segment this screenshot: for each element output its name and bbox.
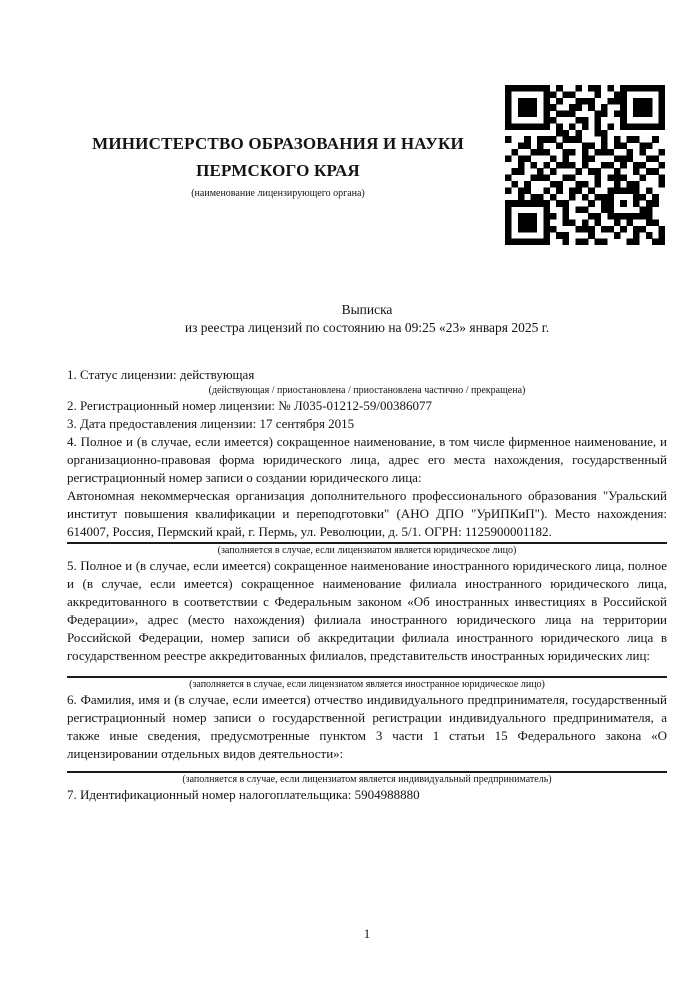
page-number: 1	[363, 926, 371, 941]
registration-number: 2. Регистрационный номер лицензии: № Л035-01212-59/00386077	[67, 398, 433, 413]
foreign-entity-caption: (заполняется в случае, если лицензиатом является иностранное юридическое лицо)	[189, 679, 545, 690]
legal-entity-value: Автономная некоммерческая организация дополнительного профессионального образования "Уральский институт повышения квалификации и переподготовки" (АНО ДПО "УрИПКиП"). Место нахождения: 614007, Россия, Пермский край, г. Пермь, ул. Революции, д. 5/1. ОГРН: 1125900001182.	[67, 488, 667, 539]
legal-entity-caption: (заполняется в случае, если лицензиатом является юридическое лицо)	[217, 545, 517, 556]
individual-entrepreneur-label: 6. Фамилия, имя и (в случае, если имеется) отчество индивидуального предпринимателя, государственный регистрационный номер записи о государственной регистрации индивидуального предпринимателя, а также иные сведения, предусмотренные пунктом 3 части 1 статьи 15 Федерального закона «О лицензировании отдельных видов деятельности»:	[67, 692, 667, 761]
legal-entity-label: 4. Полное и (в случае, если имеется) сокращенное наименование, в том числе фирменное наименование, и организационно-правовая форма юридического лица, адрес его места нахождения, государственный регистрационный номер записи о создании юридического лица:	[67, 434, 667, 485]
license-status: 1. Статус лицензии: действующая	[67, 367, 255, 382]
document-body	[67, 366, 667, 804]
individual-entrepreneur-caption: (заполняется в случае, если лицензиатом является индивидуальный предприниматель)	[182, 774, 552, 785]
foreign-entity-label: 5. Полное и (в случае, если имеется) сокращенное наименование иностранного юридического лица, полное и (в случае, если имеется) сокращенное наименование филиала иностранного юридического лица, аккредитованного в соответствии с Федеральным законом «Об иностранных инвестициях в Российской Федерации», адрес (место нахождения) филиала иностранного юридического лица на территории Российской Федерации, номер записи об аккредитации филиала иностранного юридического лица в государственном реестре аккредитованных филиалов, представительств иностранных юридических лиц:	[67, 558, 667, 663]
license-grant-date: 3. Дата предоставления лицензии: 17 сентября 2015	[67, 416, 355, 431]
document-title	[67, 301, 667, 337]
document-title-line2: из реестра лицензий по состоянию на 09:25 «23» января 2025 г.	[184, 320, 550, 335]
license-status-caption: (действующая / приостановлена / приостановлена частично / прекращена)	[208, 385, 526, 396]
taxpayer-id: 7. Идентификационный номер налогоплательщика: 5904988880	[67, 787, 420, 802]
document-title-line1: Выписка	[341, 302, 393, 317]
qr-code	[505, 85, 665, 245]
ministry-name-line1: МИНИСТЕРСТВО ОБРАЗОВАНИЯ И НАУКИ	[92, 134, 464, 153]
ministry-name-line2: ПЕРМСКОГО КРАЯ	[196, 161, 360, 180]
licensing-authority-header	[52, 130, 504, 200]
licensing-authority-caption: (наименование лицензирующего органа)	[191, 188, 365, 199]
